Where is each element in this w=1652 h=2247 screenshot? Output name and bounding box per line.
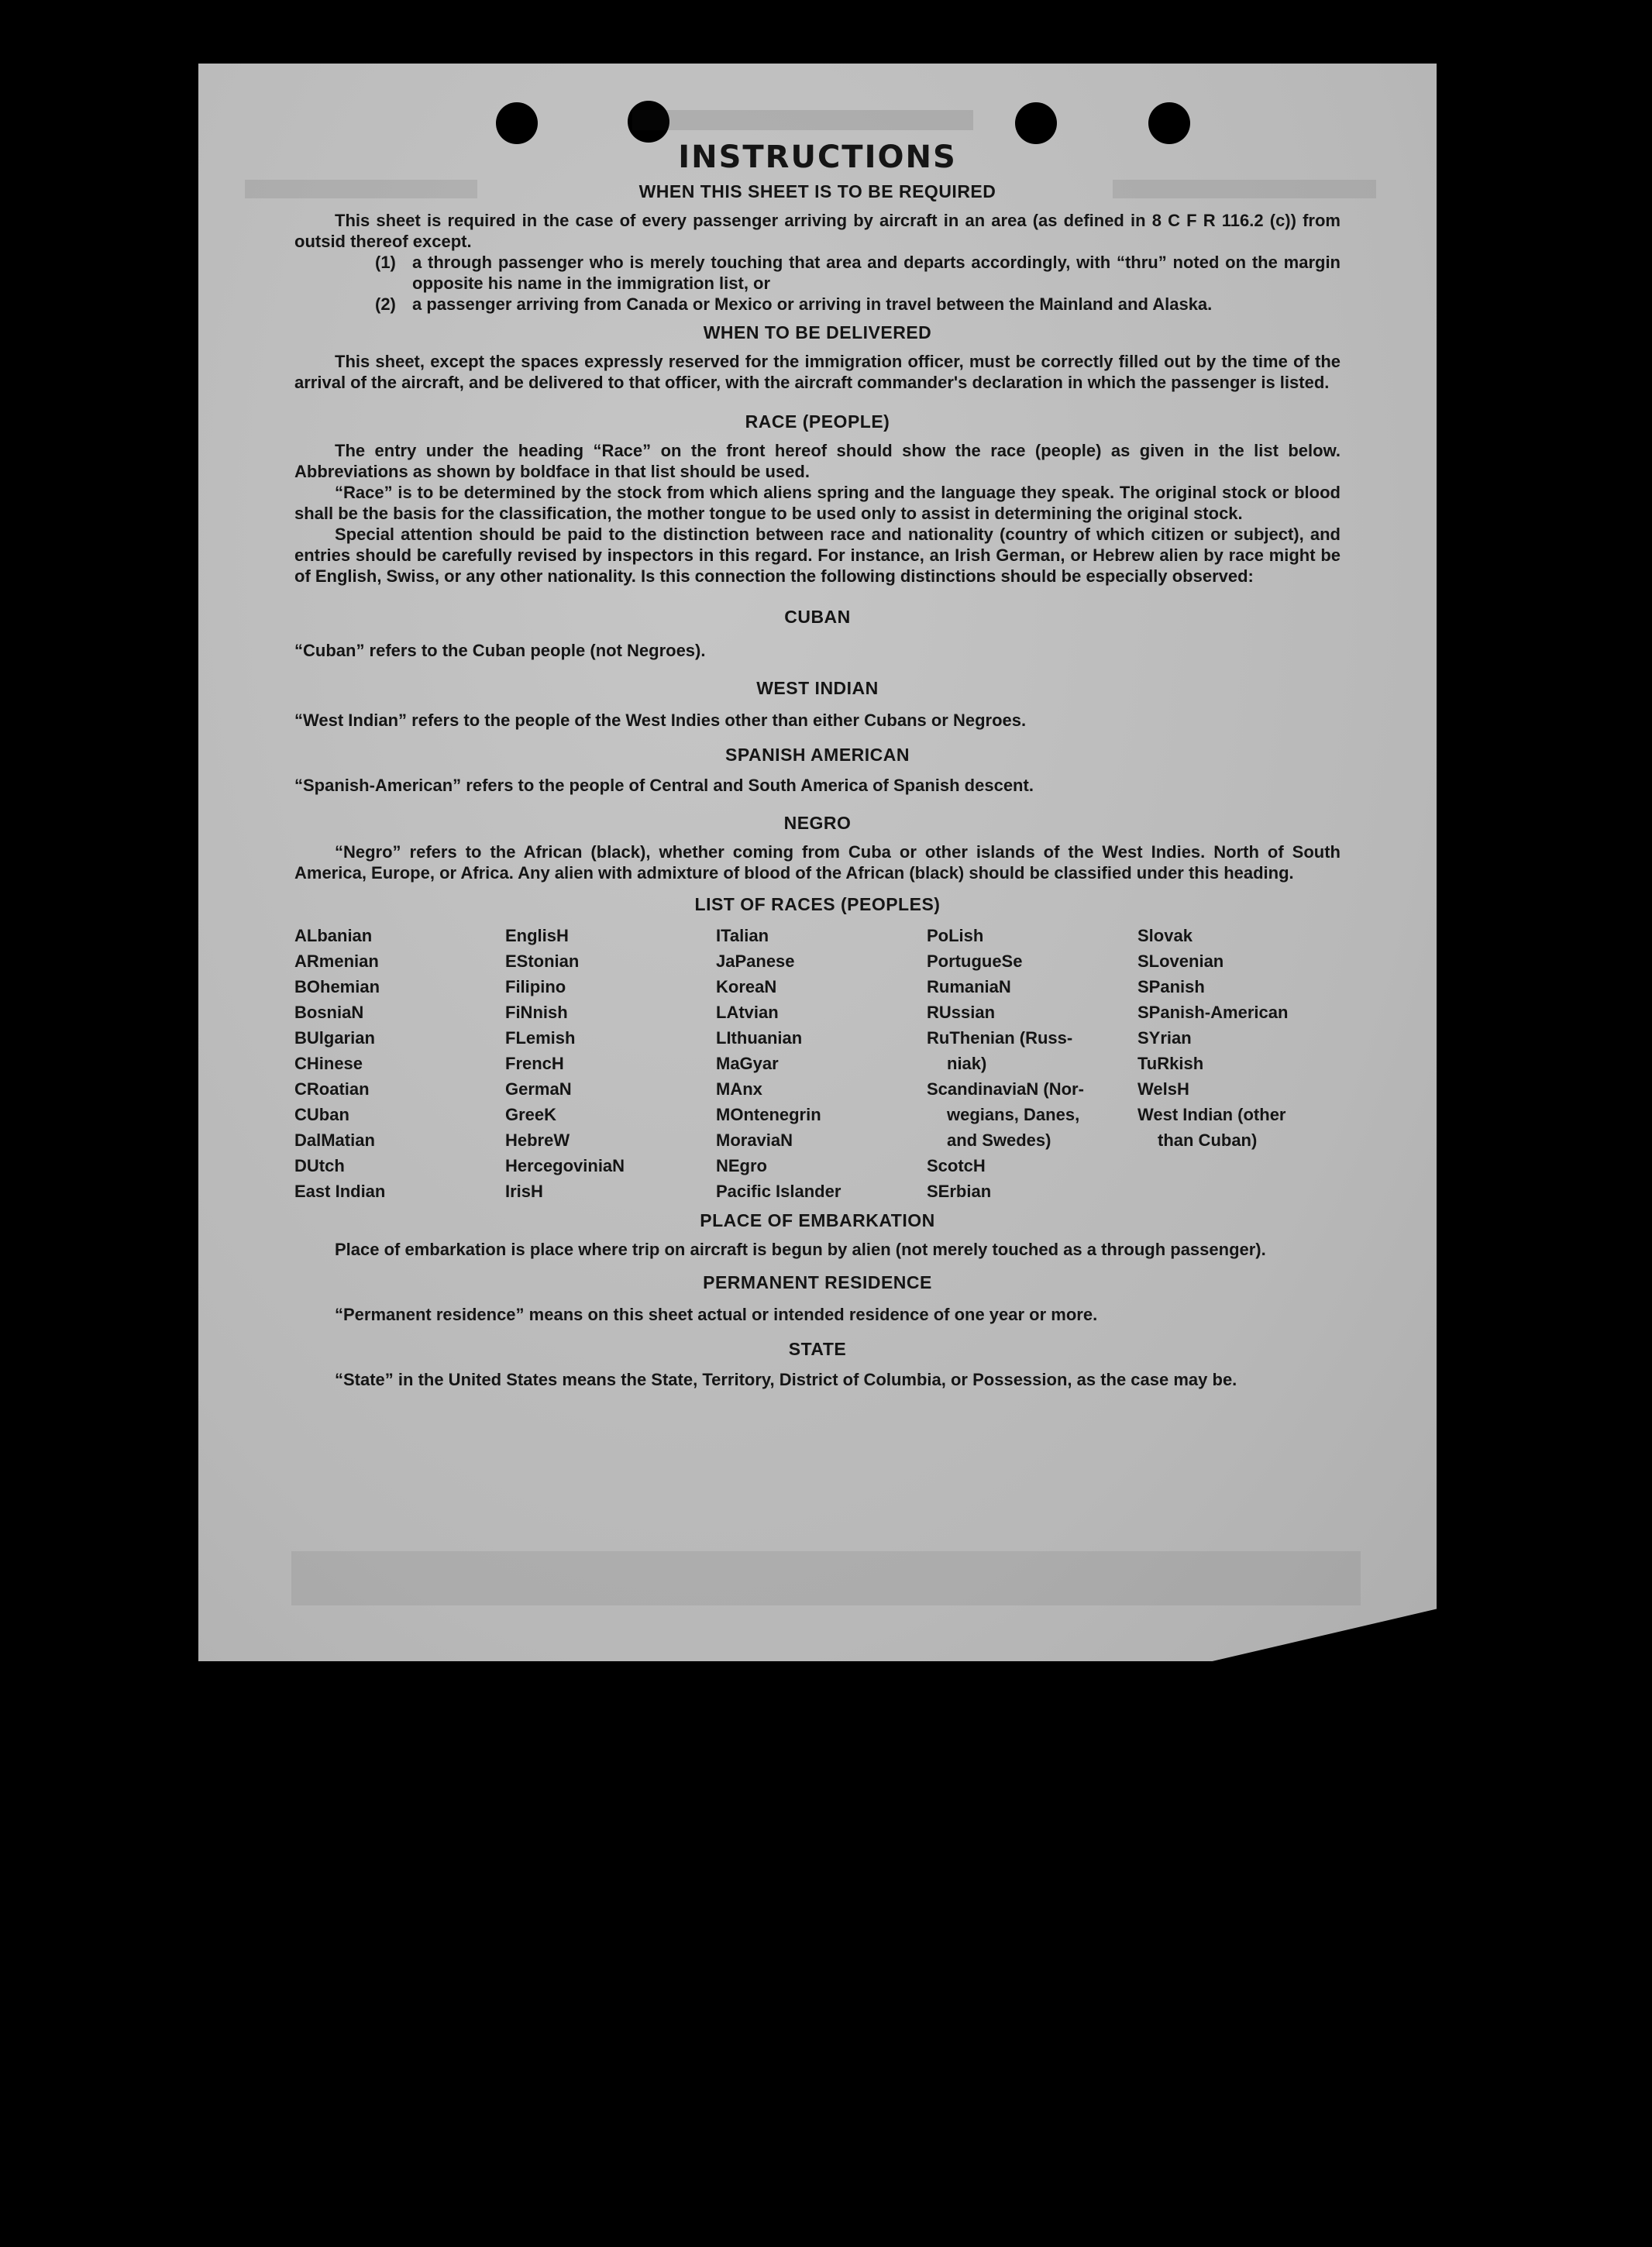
races-column: [294, 923, 505, 1204]
race-entry: DUtch: [294, 1156, 345, 1175]
race-entry: RuThenian (Russ-: [927, 1028, 1073, 1048]
race-entry: PoLish: [927, 926, 984, 945]
race-entry: MoraviaN: [716, 1130, 793, 1150]
race-entry: HebreW: [505, 1130, 570, 1150]
race-paragraph-1: The entry under the heading “Race” on the front hereof should show the race (people) as given in the list below. Abbreviations as shown by boldface in that list should be used.: [294, 441, 1341, 481]
race-entry: BOhemian: [294, 977, 380, 996]
race-entry: IrisH: [505, 1182, 543, 1201]
race-entry: BUlgarian: [294, 1028, 375, 1048]
section-heading-cuban: CUBAN: [784, 607, 851, 627]
race-entry: NEgro: [716, 1156, 767, 1175]
punch-hole: [1015, 102, 1057, 144]
race-entry: GreeK: [505, 1105, 557, 1124]
torn-corner: [1206, 1609, 1437, 1661]
race-entry: SYrian: [1137, 1028, 1192, 1048]
race-entry: GermaN: [505, 1079, 572, 1099]
race-entry: EStonian: [505, 951, 580, 971]
document-sheet: [198, 64, 1437, 1661]
page-title: INSTRUCTIONS: [678, 139, 957, 175]
races-column: [505, 923, 716, 1204]
section-heading-spanish-american: SPANISH AMERICAN: [724, 745, 910, 765]
punch-hole: [496, 102, 538, 144]
race-entry: CHinese: [294, 1054, 363, 1073]
race-entry-continued: than Cuban): [1158, 1130, 1258, 1150]
races-column: [716, 923, 927, 1204]
section-heading-required: WHEN THIS SHEET IS TO BE REQUIRED: [638, 181, 996, 201]
race-entry: TuRkish: [1137, 1054, 1204, 1073]
required-text: This sheet is required in the case of every passenger arriving by aircraft in an area (as defined in 8 C F R 116.2 (c)) from outsid thereof except.: [294, 211, 1341, 251]
race-entry: FrencH: [505, 1054, 564, 1073]
race-entry: ScandinaviaN (Nor-: [927, 1079, 1084, 1099]
state-text: “State” in the United States means the State, Territory, District of Columbia, or Possession, as the case may be.: [335, 1370, 1237, 1389]
race-entry: HercegoviniaN: [505, 1156, 625, 1175]
race-entry: ITalian: [716, 926, 769, 945]
race-entry: MaGyar: [716, 1054, 779, 1073]
race-entry: BosniaN: [294, 1003, 364, 1022]
exception-number: (1): [375, 253, 396, 272]
section-heading-residence: PERMANENT RESIDENCE: [703, 1272, 932, 1292]
race-entry: FLemish: [505, 1028, 576, 1048]
residence-text: “Permanent residence” means on this sheet actual or intended residence of one year or more.: [335, 1305, 1098, 1324]
race-entry: FiNnish: [505, 1003, 568, 1022]
section-heading-embarkation: PLACE OF EMBARKATION: [700, 1210, 935, 1230]
race-entry: DalMatian: [294, 1130, 375, 1150]
race-entry: MAnx: [716, 1079, 762, 1099]
section-heading-races-list: LIST OF RACES (PEOPLES): [694, 894, 941, 914]
section-heading-west-indian: WEST INDIAN: [756, 678, 879, 698]
race-entry: LAtvian: [716, 1003, 779, 1022]
exception-item: [294, 294, 1341, 315]
race-entry-continued: wegians, Danes,: [947, 1105, 1080, 1124]
cuban-text: “Cuban” refers to the Cuban people (not Negroes).: [294, 641, 706, 660]
race-entry: MOntenegrin: [716, 1105, 821, 1124]
race-entry: SLovenian: [1137, 951, 1224, 971]
section-heading-negro: NEGRO: [783, 813, 852, 833]
race-entry: Pacific Islander: [716, 1182, 841, 1201]
race-entry: ALbanian: [294, 926, 373, 945]
race-entry: CRoatian: [294, 1079, 370, 1099]
race-entry: ScotcH: [927, 1156, 986, 1175]
punch-hole: [1148, 102, 1190, 144]
bleed-through-mark: [632, 110, 973, 130]
race-entry: West Indian (other: [1137, 1105, 1286, 1124]
race-entry: RumaniaN: [927, 977, 1011, 996]
west-indian-text: “West Indian” refers to the people of the West Indies other than either Cubans or Negroes.: [294, 711, 1027, 730]
races-column: [1137, 923, 1341, 1204]
section-heading-state: STATE: [788, 1339, 847, 1359]
race-entry: East Indian: [294, 1182, 386, 1201]
exception-text: a passenger arriving from Canada or Mexico or arriving in travel between the Mainland and Alaska.: [412, 294, 1213, 314]
exception-item: [294, 252, 1341, 294]
race-entry: PortugueSe: [927, 951, 1023, 971]
negro-text: “Negro” refers to the African (black), whether coming from Cuba or other islands of the West Indies. North of South America, Europe, or Africa. Any alien with admixture of blood of the African (black) should be classified under this heading.: [294, 842, 1341, 883]
race-entry: RUssian: [927, 1003, 996, 1022]
exception-text: a through passenger who is merely touching that area and departs accordingly, with “thru” noted on the margin opposite his name in the immigration list, or: [412, 253, 1341, 293]
race-entry: KoreaN: [716, 977, 777, 996]
race-entry: SErbian: [927, 1182, 992, 1201]
race-entry: WelsH: [1137, 1079, 1189, 1099]
race-entry-continued: and Swedes): [947, 1130, 1051, 1150]
section-heading-delivered: WHEN TO BE DELIVERED: [703, 322, 932, 342]
spanish-american-text: “Spanish-American” refers to the people of Central and South America of Spanish descent.: [294, 776, 1034, 795]
instructions-content: [294, 139, 1341, 1390]
race-entry: CUban: [294, 1105, 349, 1124]
race-entry-continued: niak): [947, 1054, 987, 1073]
race-paragraph-3: Special attention should be paid to the distinction between race and nationality (country of which citizen or subject), and entries should be carefully revised by inspectors in this regard. For instance, an Irish German, or Hebrew alien by race might be of English, Swiss, or any other nationality. Is this connection the following distinctions should be especially observed:: [294, 525, 1341, 586]
race-entry: EnglisH: [505, 926, 569, 945]
race-entry: JaPanese: [716, 951, 795, 971]
race-entry: LIthuanian: [716, 1028, 803, 1048]
race-entry: ARmenian: [294, 951, 379, 971]
race-paragraph-2: “Race” is to be determined by the stock from which aliens spring and the language they speak. The original stock or blood shall be the basis for the classification, the mother tongue to be used only to assist in determining the original stock.: [294, 483, 1341, 523]
race-entry: SPanish: [1137, 977, 1205, 996]
exception-number: (2): [375, 294, 396, 314]
embarkation-text: Place of embarkation is place where trip on aircraft is begun by alien (not merely touched as a through passenger).: [335, 1240, 1266, 1259]
race-entry: Slovak: [1137, 926, 1193, 945]
races-list: [294, 923, 1341, 1204]
bleed-through-mark: [291, 1551, 1361, 1605]
races-column: [927, 923, 1137, 1204]
race-entry: SPanish-American: [1137, 1003, 1289, 1022]
race-entry: Filipino: [505, 977, 566, 996]
section-heading-race: RACE (PEOPLE): [745, 411, 890, 432]
delivered-text: This sheet, except the spaces expressly reserved for the immigration officer, must be correctly filled out by the time of the arrival of the aircraft, and be delivered to that officer, with the aircraft commander's declaration in which the passenger is listed.: [294, 352, 1341, 392]
